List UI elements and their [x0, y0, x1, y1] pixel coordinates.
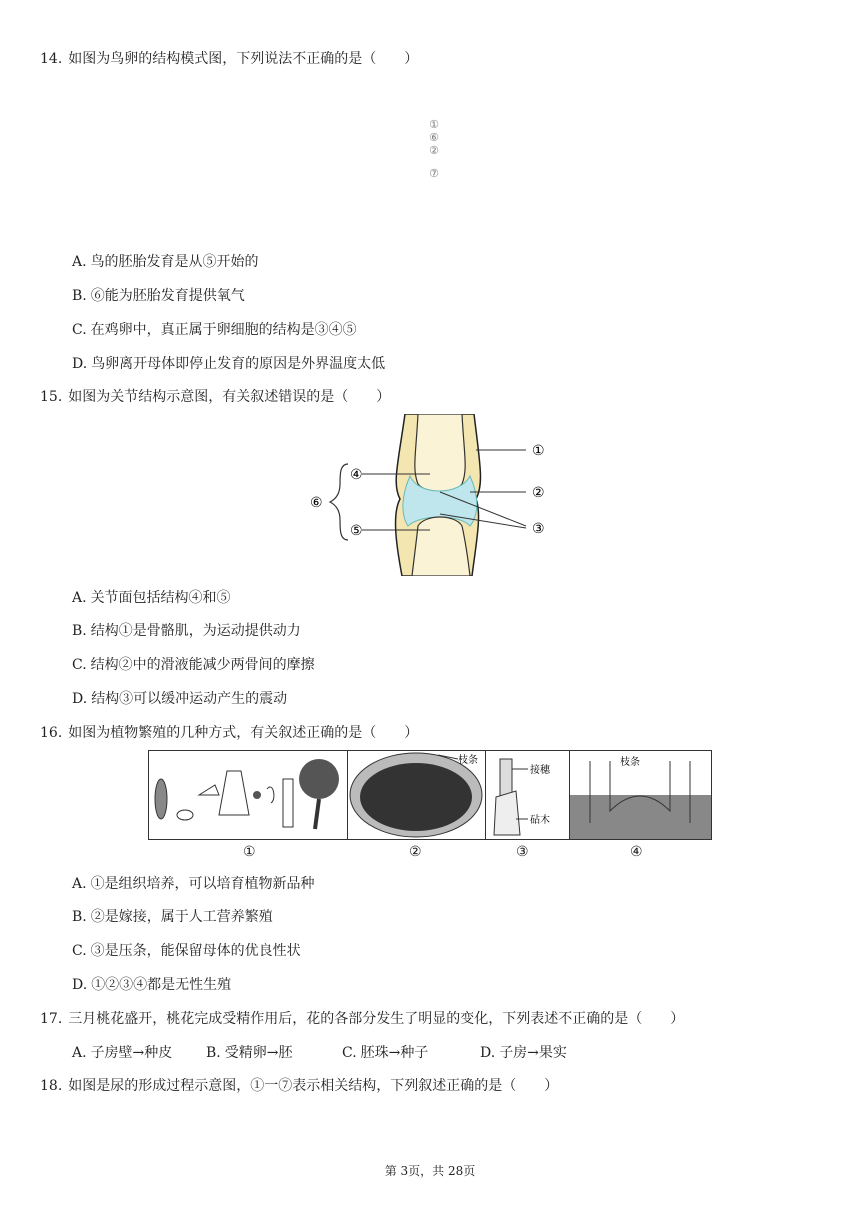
- question-17-stem: [40, 1008, 684, 1028]
- option-label: A.: [72, 1045, 87, 1061]
- question-text: 如图为鸟卵的结构模式图，下列说法不正确的是（ ）: [68, 51, 419, 67]
- question-number: 15.: [40, 389, 63, 405]
- q16-option-c[interactable]: [72, 940, 301, 960]
- question-15-stem: [40, 386, 390, 406]
- q14-option-c[interactable]: [72, 319, 357, 339]
- egg-label: ②: [429, 144, 439, 157]
- option-text: 结构①是骨骼肌，为运动提供动力: [90, 623, 301, 639]
- joint-label-2: ②: [532, 485, 545, 501]
- option-label: C.: [72, 322, 87, 338]
- q14-option-d[interactable]: [72, 353, 385, 373]
- option-label: A.: [72, 254, 87, 270]
- joint-label-3: ③: [532, 521, 545, 537]
- option-text: ①②③④都是无性生殖: [91, 977, 232, 993]
- q17-option-d[interactable]: [480, 1042, 567, 1062]
- question-number: 17.: [40, 1011, 63, 1027]
- scion-label: 接穗: [530, 765, 550, 776]
- option-label: C.: [72, 943, 87, 959]
- option-text: 关节面包括结构④和⑤: [90, 590, 231, 606]
- q15-option-b[interactable]: [72, 620, 301, 640]
- option-text: 子房壁→种皮: [90, 1045, 173, 1061]
- option-text: 胚珠→种子: [360, 1045, 429, 1061]
- question-text: 如图为关节结构示意图，有关叙述错误的是（ ）: [68, 389, 391, 405]
- option-label: B.: [72, 288, 87, 304]
- option-text: 在鸡卵中，真正属于卵细胞的结构是③④⑤: [90, 322, 357, 338]
- q14-option-b[interactable]: [72, 285, 245, 305]
- q16-option-b[interactable]: [72, 906, 273, 926]
- option-label: C.: [72, 657, 87, 673]
- egg-figure-labels: [426, 118, 442, 180]
- question-text: 如图是尿的形成过程示意图，①一⑦表示相关结构，下列叙述正确的是（ ）: [68, 1078, 559, 1094]
- page-footer: 第 3页，共 28页: [384, 1164, 476, 1178]
- option-label: A.: [72, 876, 87, 892]
- question-number: 14.: [40, 51, 63, 67]
- panel-number-4: ④: [630, 844, 643, 860]
- question-number: 18.: [40, 1078, 63, 1094]
- option-text: ③是压条，能保留母体的优良性状: [90, 943, 301, 959]
- rootstock-label: 砧木: [530, 815, 550, 826]
- joint-label-5: ⑤: [350, 523, 363, 539]
- option-text: 结构③可以缓冲运动产生的震动: [91, 691, 288, 707]
- panel-number-3: ③: [516, 844, 529, 860]
- option-label: D.: [480, 1045, 496, 1061]
- option-text: 鸟的胚胎发育是从⑤开始的: [90, 254, 259, 270]
- option-text: 受精卵→胚: [224, 1045, 293, 1061]
- question-text: 三月桃花盛开，桃花完成受精作用后，花的各部分发生了明显的变化，下列表述不正确的是（ ）: [68, 1011, 685, 1027]
- option-text: 结构②中的滑液能减少两骨间的摩擦: [90, 657, 315, 673]
- option-text: ①是组织培养，可以培育植物新品种: [90, 876, 315, 892]
- q17-option-a[interactable]: [72, 1042, 172, 1062]
- egg-label: ⑦: [429, 167, 439, 180]
- joint-label-4: ④: [350, 467, 363, 483]
- option-label: B.: [72, 909, 87, 925]
- q17-option-b[interactable]: [206, 1042, 292, 1062]
- question-18-stem: [40, 1075, 558, 1095]
- option-text: 鸟卵离开母体即停止发育的原因是外界温度太低: [91, 356, 386, 372]
- question-text: 如图为植物繁殖的几种方式，有关叙述正确的是（ ）: [68, 725, 419, 741]
- option-text: 子房→果实: [499, 1045, 567, 1061]
- question-14-stem: [40, 48, 418, 68]
- joint-label-6: ⑥: [310, 495, 323, 511]
- q15-option-c[interactable]: [72, 654, 315, 674]
- option-label: A.: [72, 590, 87, 606]
- layering-label: 枝条: [620, 757, 640, 768]
- panel-number-2: ②: [409, 844, 422, 860]
- q14-option-a[interactable]: [72, 251, 259, 271]
- joint-diagram: [300, 414, 560, 576]
- egg-label: ⑥: [429, 131, 439, 144]
- option-text: ②是嫁接，属于人工营养繁殖: [90, 909, 273, 925]
- option-label: C.: [342, 1045, 357, 1061]
- option-text: ⑥能为胚胎发育提供氧气: [90, 288, 245, 304]
- joint-label-1: ①: [532, 443, 545, 459]
- q15-option-a[interactable]: [72, 587, 231, 607]
- question-16-stem: [40, 722, 418, 742]
- option-label: B.: [72, 623, 87, 639]
- option-label: D.: [72, 691, 88, 707]
- egg-label: ①: [429, 118, 439, 131]
- option-label: D.: [72, 977, 88, 993]
- panel-cuttings: [347, 750, 486, 840]
- lower-bone-shape: [412, 517, 470, 576]
- q15-option-d[interactable]: [72, 688, 287, 708]
- panel-number-1: ①: [243, 844, 256, 860]
- cutting-label: 枝条: [458, 755, 478, 766]
- q16-option-d[interactable]: [72, 974, 231, 994]
- option-label: D.: [72, 356, 88, 372]
- q16-option-a[interactable]: [72, 873, 315, 893]
- upper-bone-shape: [415, 414, 465, 492]
- panel-layering: [569, 750, 712, 840]
- panel-grafting: [485, 750, 570, 840]
- q17-option-c[interactable]: [342, 1042, 428, 1062]
- option-label: B.: [206, 1045, 221, 1061]
- question-number: 16.: [40, 725, 63, 741]
- panel-tissue-culture: [148, 750, 348, 840]
